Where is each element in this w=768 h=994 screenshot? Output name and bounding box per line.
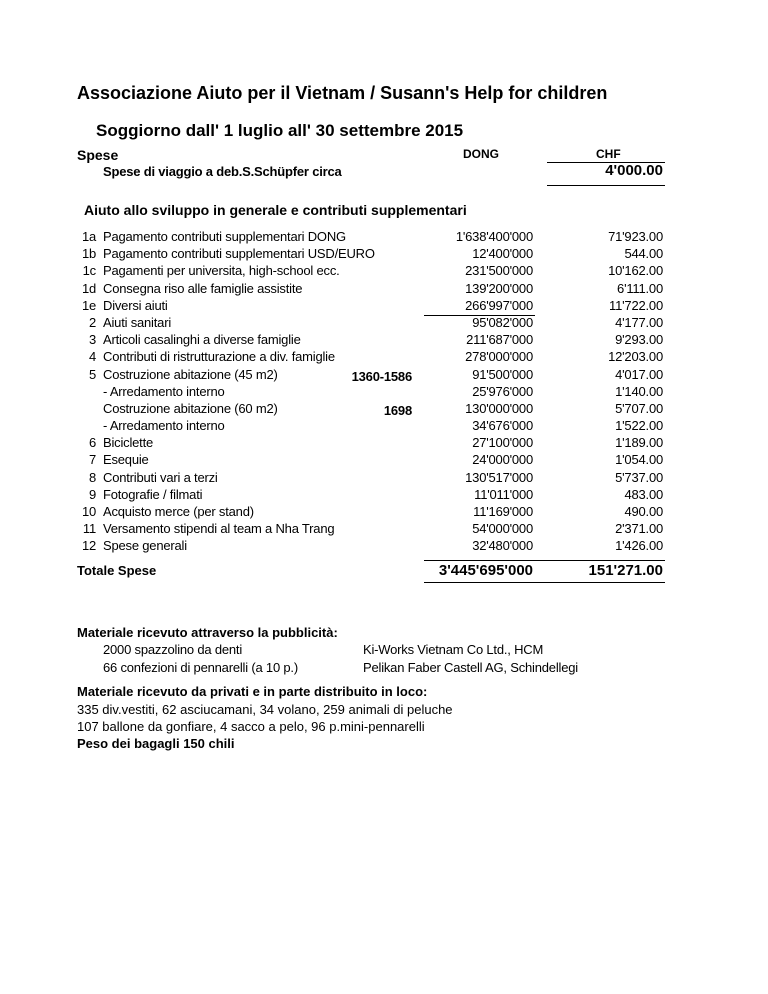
row-amount-chf: 6'111.00 [617,280,663,296]
row-amount-chf: 1'426.00 [615,538,663,554]
row-number: 5 [88,366,96,382]
table-row [0,281,768,298]
row-amount-chf: 12'203.00 [608,349,663,365]
row-amount-chf: 490.00 [624,504,663,519]
table-row [0,504,768,521]
row-amount-chf: 9'293.00 [615,332,663,348]
total-top-rule [424,560,665,561]
row-amount-chf: 1'522.00 [615,418,663,434]
row-amount-chf: 1'189.00 [615,435,663,451]
row-amount-dong: 32'480'000 [472,538,533,554]
table-row [0,229,768,246]
table-row [0,521,768,538]
row-number: 1e [81,297,96,313]
row-amount-dong: 12'400'000 [472,246,533,262]
table-row [0,246,768,263]
row-amount-chf: 4'017.00 [615,366,663,382]
row-description: Fotografie / filmati [103,486,203,502]
table-row [0,367,768,384]
row-number: 2 [88,314,96,330]
table-row [0,538,768,555]
row-number: 9 [88,486,96,502]
row-amount-chf: 544.00 [624,246,663,262]
row-number: 1c [82,263,96,279]
row-amount-dong: 139'200'000 [465,280,533,296]
row-number: 3 [88,332,96,348]
row-description: Consegna riso alle famiglie assistite [103,280,303,296]
row-amount-dong: 25'976'000 [472,383,533,399]
row-number: 11 [82,521,96,537]
total-dong: 3'445'695'000 [438,562,533,579]
material-private-line: 107 ballone da gonfiare, 4 sacco a pelo, 96 p.mini-pennarelli [77,719,425,734]
row-description: - Arredamento interno [103,383,225,399]
table-row [0,349,768,366]
row-description: Pagamento contributi supplementari USD/EURO [103,246,375,262]
row-number: 10 [81,504,96,519]
period-subtitle: Soggiorno dall' 1 luglio all' 30 settembre 2015 [96,121,464,140]
row-description: - Arredamento interno [103,418,225,434]
row-amount-dong: 1'638'400'000 [455,229,533,244]
row-description: Costruzione abitazione (60 m2) [103,400,278,416]
row-description: Versamento stipendi al team a Nha Trang [103,521,335,537]
row-amount-dong: 231'500'000 [465,263,533,279]
row-amount-chf: 4'177.00 [615,314,663,330]
table-row [0,487,768,504]
row-amount-chf: 1'140.00 [615,383,663,399]
total-label: Totale Spese [77,563,157,578]
row-number: 1d [81,280,96,296]
row-number: 12 [81,538,96,554]
row-amount-chf: 5'737.00 [615,469,663,485]
row-description: Contributi vari a terzi [103,469,218,485]
row-code: 1360-1586 [351,368,412,384]
total-chf: 151'271.00 [588,562,663,579]
row-description: Acquisto merce (per stand) [103,504,254,519]
row-amount-dong: 130'517'000 [465,469,533,485]
row-description: Costruzione abitazione (45 m2) [103,366,278,382]
table-row [0,298,768,315]
travel-cost-label: Spese di viaggio a deb.S.Schüpfer circa [103,164,342,179]
material-private-heading: Materiale ricevuto da privati e in parte distribuito in loco: [77,684,428,699]
material-private-line: 335 div.vestiti, 62 asciucamani, 34 volano, 259 animali di peluche [77,702,453,717]
row-description: Pagamenti per universita, high-school ecc. [103,263,340,279]
expense-table [0,229,768,556]
table-row [0,384,768,401]
row-description: Esequie [103,452,149,468]
row-description: Contributi di ristrutturazione a div. famiglie [103,349,335,365]
row-description: Pagamento contributi supplementari DONG [103,229,346,244]
row-amount-dong: 27'100'000 [472,435,533,451]
material-ads-sponsor: Pelikan Faber Castell AG, Schindellegi [363,660,578,675]
row-amount-dong: 54'000'000 [472,521,533,537]
row-amount-chf: 1'054.00 [615,452,663,468]
table-row [0,315,768,332]
material-ads-item: 66 confezioni di pennarelli (a 10 p.) [103,660,298,675]
table-row [0,263,768,280]
row-amount-dong: 11'011'000 [474,486,533,502]
table-row [0,470,768,487]
total-bottom-rule [424,582,665,583]
row-description: Biciclette [103,435,154,451]
row-number: 6 [88,435,96,451]
row-amount-dong: 130'000'000 [465,400,533,416]
row-code: 1698 [383,402,412,418]
spese-heading: Spese [77,147,119,163]
material-ads-item: 2000 spazzolino da denti [103,642,243,657]
row-amount-dong: 211'687'000 [466,332,533,348]
row-amount-chf: 11'722.00 [609,297,663,313]
row-number: 4 [88,349,96,365]
section-title: Aiuto allo sviluppo in generale e contributi supplementari [84,202,467,218]
row-description: Articoli casalinghi a diverse famiglie [103,332,301,348]
row-amount-dong: 95'082'000 [472,314,533,330]
table-row [0,332,768,349]
travel-cost-chf: 4'000.00 [605,162,663,179]
table-row [0,452,768,469]
material-ads-sponsor: Ki-Works Vietnam Co Ltd., HCM [363,642,544,657]
table-row [0,435,768,452]
baggage-weight: Peso dei bagagli 150 chili [77,736,235,751]
material-ads-heading: Materiale ricevuto attraverso la pubblicità: [77,625,338,640]
row-amount-chf: 71'923.00 [608,229,663,244]
row-amount-dong: 266'997'000 [465,297,533,313]
row-amount-dong: 11'169'000 [473,504,533,519]
row-amount-dong: 91'500'000 [472,366,533,382]
row-amount-chf: 10'162.00 [608,263,663,279]
row-amount-dong: 24'000'000 [472,452,533,468]
table-row [0,418,768,435]
row-description: Diversi aiuti [103,297,168,313]
row-amount-chf: 483.00 [624,486,663,502]
row-description: Spese generali [103,538,187,554]
row-amount-dong: 278'000'000 [465,349,533,365]
dong-subtotal-rule [424,315,535,316]
row-number: 1a [81,229,96,244]
document-title: Associazione Aiuto per il Vietnam / Susann's Help for children [77,83,608,103]
row-description: Aiuti sanitari [103,314,172,330]
row-number: 7 [88,452,96,468]
column-header-dong: DONG [463,147,499,161]
row-amount-dong: 34'676'000 [472,418,533,434]
travel-cost-rule [547,185,665,186]
table-row [0,401,768,418]
row-number: 1b [81,246,96,262]
row-number: 8 [88,469,96,485]
column-header-chf: CHF [596,147,621,161]
row-amount-chf: 5'707.00 [615,400,663,416]
row-amount-chf: 2'371.00 [615,521,663,537]
